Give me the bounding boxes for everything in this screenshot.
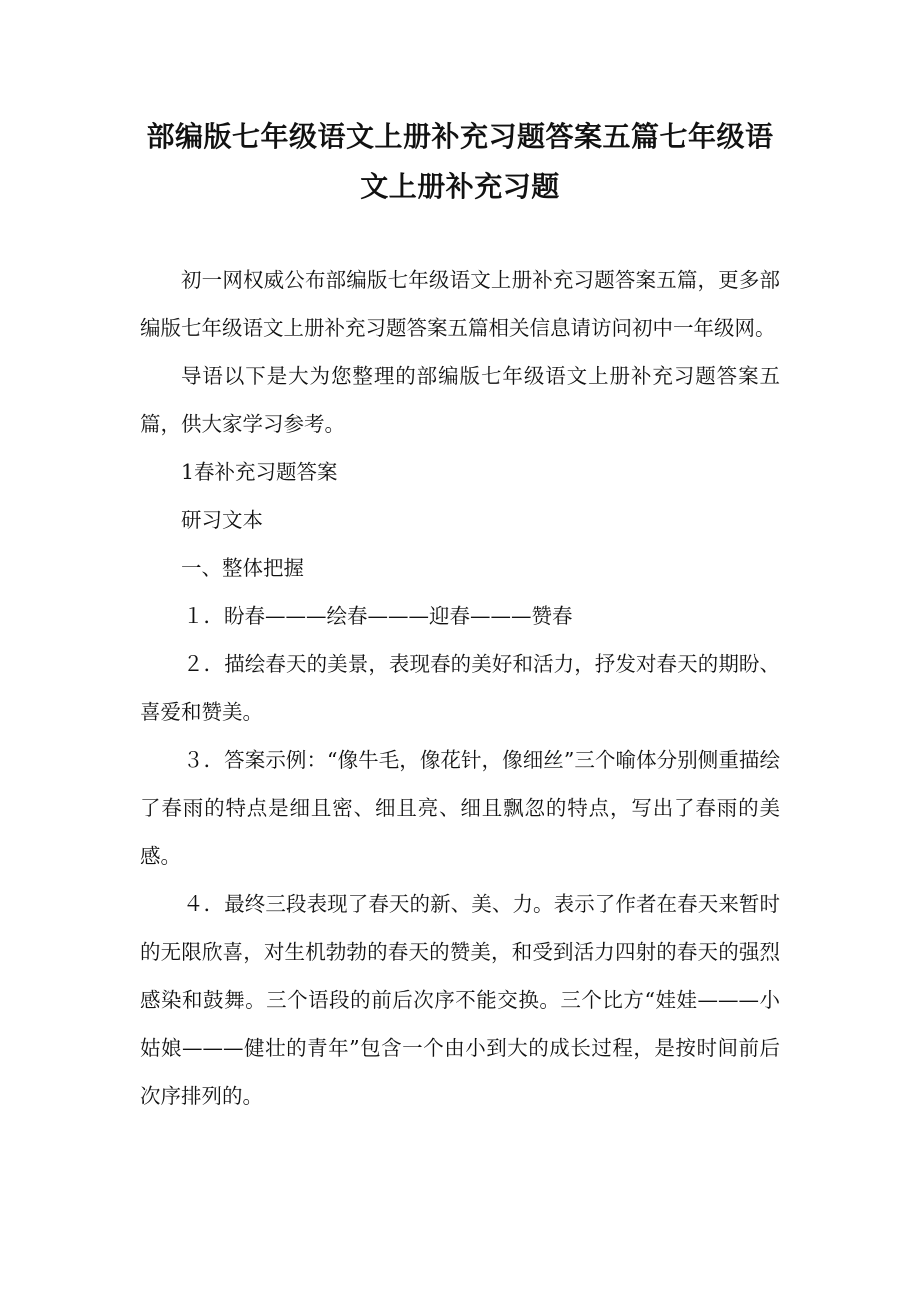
guide-paragraph: 导语以下是大为您整理的部编版七年级语文上册补充习题答案五篇，供大家学习参考。 — [140, 364, 780, 436]
part-heading: 一、整体把握 — [181, 556, 304, 580]
subsection-heading: 研习文本 — [181, 508, 263, 532]
answer-item-3: ３．答案示例：“像牛毛，像花针，像细丝”三个喻体分别侧重描绘了春雨的特点是细且密、细且亮、细且飘忽的特点，写出了春雨的美感。 — [140, 748, 780, 868]
page-title — [140, 112, 780, 212]
answer-item-4: ４．最终三段表现了春天的新、美、力。表示了作者在春天来暂时的无限欣喜，对生机勃勃的春天的赞美，和受到活力四射的春天的强烈感染和鼓舞。三个语段的前后次序不能交换。三个比方“娃娃———小姑娘———健壮的青年”包含一个由小到大的成长过程，是按时间前后次序排列的。 — [140, 892, 780, 1108]
intro-paragraph: 初一网权威公布部编版七年级语文上册补充习题答案五篇，更多部编版七年级语文上册补充习题答案五篇相关信息请访问初中一年级网。 — [140, 268, 780, 340]
document-body — [140, 256, 780, 1120]
answer-list — [140, 592, 780, 1120]
title-line-1: 部编版七年级语文上册补充习题答案五篇七年级语 — [146, 120, 774, 153]
section-heading: 1春补充习题答案 — [181, 460, 338, 484]
answer-item-2: ２．描绘春天的美景，表现春的美好和活力，抒发对春天的期盼、喜爱和赞美。 — [140, 652, 780, 724]
answer-item-1: １．盼春———绘春———迎春———赞春 — [183, 604, 573, 628]
title-line-2: 文上册补充习题 — [360, 170, 560, 203]
